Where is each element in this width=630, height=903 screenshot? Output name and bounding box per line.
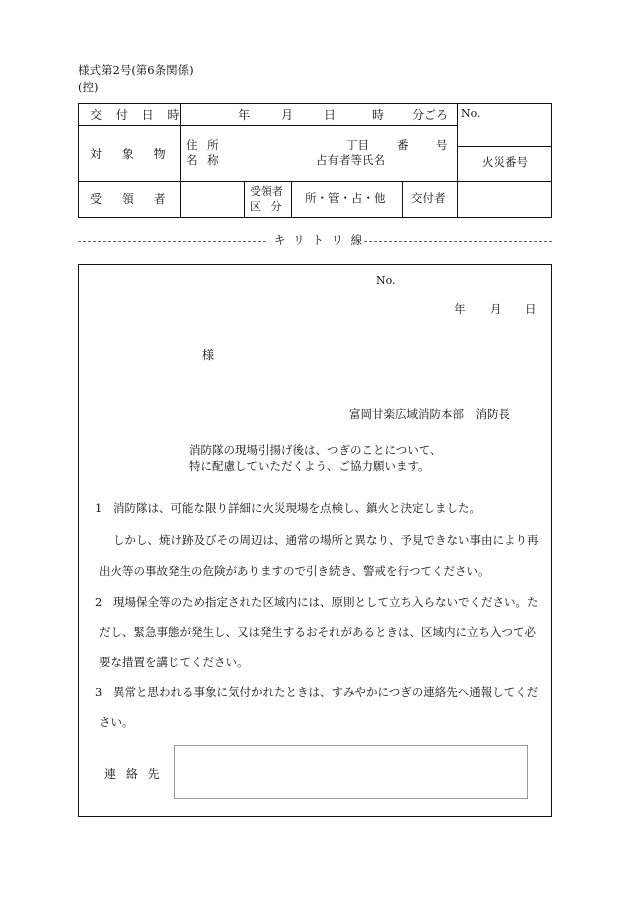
notice-day-label: 日 [525,302,537,316]
contact-label: 連 絡 先 [104,767,163,781]
date-year-label: 年 [238,108,251,122]
sender-name: 富岡甘楽広域消防本部 消防長 [349,407,510,421]
banchi-label: 番 [397,138,409,152]
item3-line1: 異常と思われる事象に気付かれたときは、すみやかにつぎの連絡先へ通報してくだ [113,685,539,699]
addressee-suffix: 様 [202,348,215,362]
item2-line2: だし、緊急事態が発生し、又は発生するおそれがあるときは、区域内に立ち入つて必 [99,625,536,639]
target-label: 対 象 物 [90,147,174,161]
item2-line3: 要な措置を講じてください。 [99,655,249,669]
chome-label: 丁目 [346,138,369,152]
notice-no-label: No. [376,274,396,287]
date-day-label: 日 [324,108,337,122]
issue-datetime-label: 交 付 日 時 [90,108,185,122]
category-options: 所・管・占・他 [305,191,386,205]
name-label: 名 称 [186,153,222,167]
date-hour-label: 時 [372,108,385,122]
contact-field[interactable] [174,745,528,799]
issuer-label: 交付者 [411,191,446,205]
item1-number: 1 [95,501,103,515]
top-no-label: No. [461,107,481,120]
item1-text: 消防隊は、可能な限り詳細に火災現場を点検し、鎮火と決定しました。 [113,501,481,515]
item3-number: 3 [95,685,103,699]
fire-number-label: 火災番号 [482,155,528,169]
notice-month-label: 月 [490,302,502,316]
receiver-category-label-2: 区 分 [250,200,285,213]
receiver-label: 受 領 者 [90,192,174,206]
item1-sub-line1: しかし、焼け跡及びその周辺は、通常の場所と異なり、予見できない事由により再 [113,533,539,547]
intro-line-1: 消防隊の現場引揚げ後は、つぎのことについて、 [189,443,442,457]
intro-line-2: 特に配慮していただくよう、ご協力願います。 [189,459,430,473]
date-month-label: 月 [281,108,294,122]
occupant-label: 占有者等氏名 [316,153,385,167]
item2-number: 2 [95,595,103,609]
notice-year-label: 年 [454,302,466,316]
cut-line-label: キ リ ト リ 線 [274,233,365,247]
date-minute-label: 分ごろ [412,108,449,122]
item3-line2: さい。 [99,715,134,729]
copy-mark: (控) [78,80,99,94]
receiver-category-label-1: 受領者 [250,185,283,198]
item1-sub-line2: 出火等の事故発生の危険がありますので引き続き、警戒を行つてください。 [99,564,490,578]
form-number: 様式第2号(第6条関係) [78,63,194,77]
address-label: 住 所 [186,138,222,152]
go-label: 号 [436,138,448,152]
item2-line1: 現場保全等のため指定された区域内には、原則として立ち入らないでください。た [113,595,539,609]
